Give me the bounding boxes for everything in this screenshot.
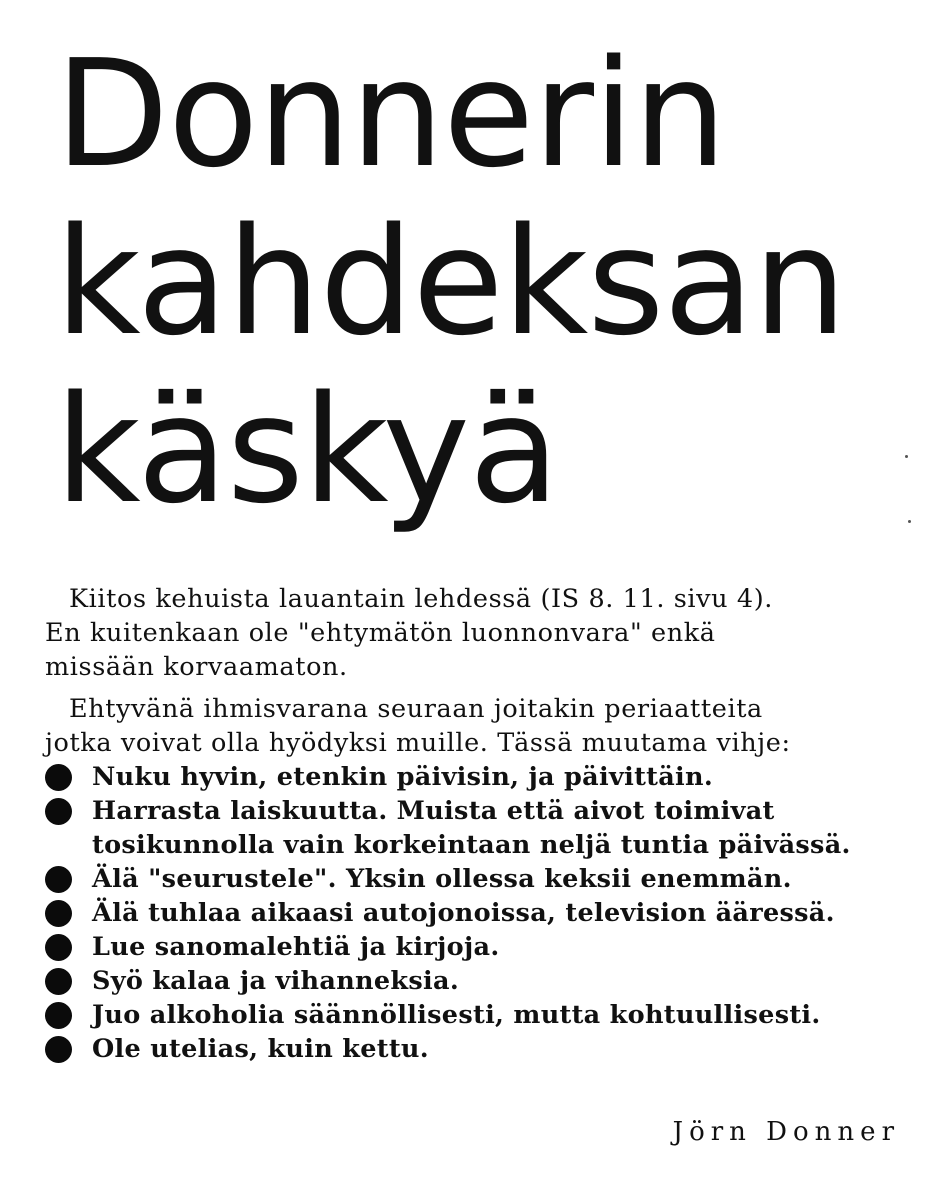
bullet-dot-icon [45, 866, 72, 893]
headline-line: kahdeksan [55, 196, 846, 368]
list-item [45, 1032, 905, 1066]
bullet-dot-icon [45, 1036, 72, 1063]
list-item [45, 794, 905, 862]
text-line: En kuitenkaan ole "ehtymätön luonnonvara" enkä [45, 618, 716, 648]
headline-line: Donnerin [55, 28, 726, 200]
bullet-dot-icon [45, 968, 72, 995]
text-line: missään korvaamaton. [45, 652, 348, 682]
text-line: Kiitos kehuista lauantain lehdessä (IS 8. 11. sivu 4). [69, 584, 773, 614]
list-item [45, 998, 905, 1032]
second-paragraph [45, 692, 905, 760]
bullet-dot-icon [45, 934, 72, 961]
list-item-text: tosikunnolla vain korkeintaan neljä tuntia päivässä. [92, 830, 851, 860]
list-item [45, 964, 905, 998]
list-item-text: Harrasta laiskuutta. Muista että aivot toimivat [92, 796, 775, 826]
bullet-dot-icon [45, 900, 72, 927]
list-item-text: Syö kalaa ja vihanneksia. [92, 966, 460, 996]
list-item-text: Älä tuhlaa aikaasi autojonoissa, television ääressä. [92, 898, 835, 928]
list-item [45, 760, 905, 794]
list-item [45, 896, 905, 930]
list-item-text: Juo alkoholia säännöllisesti, mutta kohtuullisesti. [92, 1000, 821, 1030]
list-item-text: Älä "seurustele". Yksin ollessa keksii enemmän. [92, 864, 792, 894]
bullet-dot-icon [45, 798, 72, 825]
list-item [45, 930, 905, 964]
list-item-text: Lue sanomalehtiä ja kirjoja. [92, 932, 500, 962]
tips-list [45, 760, 905, 1066]
author-signature: Jörn Donner [672, 1117, 900, 1147]
list-item-text: Nuku hyvin, etenkin päivisin, ja päivittäin. [92, 762, 714, 792]
headline-line: käskyä [55, 364, 559, 536]
bullet-dot-icon [45, 764, 72, 791]
article-body [45, 582, 905, 1066]
article-headline [55, 30, 846, 534]
list-item [45, 862, 905, 896]
text-line: jotka voivat olla hyödyksi muille. Tässä muutama vihje: [45, 728, 791, 758]
intro-paragraph [45, 582, 905, 684]
bullet-dot-icon [45, 1002, 72, 1029]
text-line: Ehtyvänä ihmisvarana seuraan joitakin periaatteita [69, 694, 763, 724]
list-item-text: Ole utelias, kuin kettu. [92, 1034, 429, 1064]
